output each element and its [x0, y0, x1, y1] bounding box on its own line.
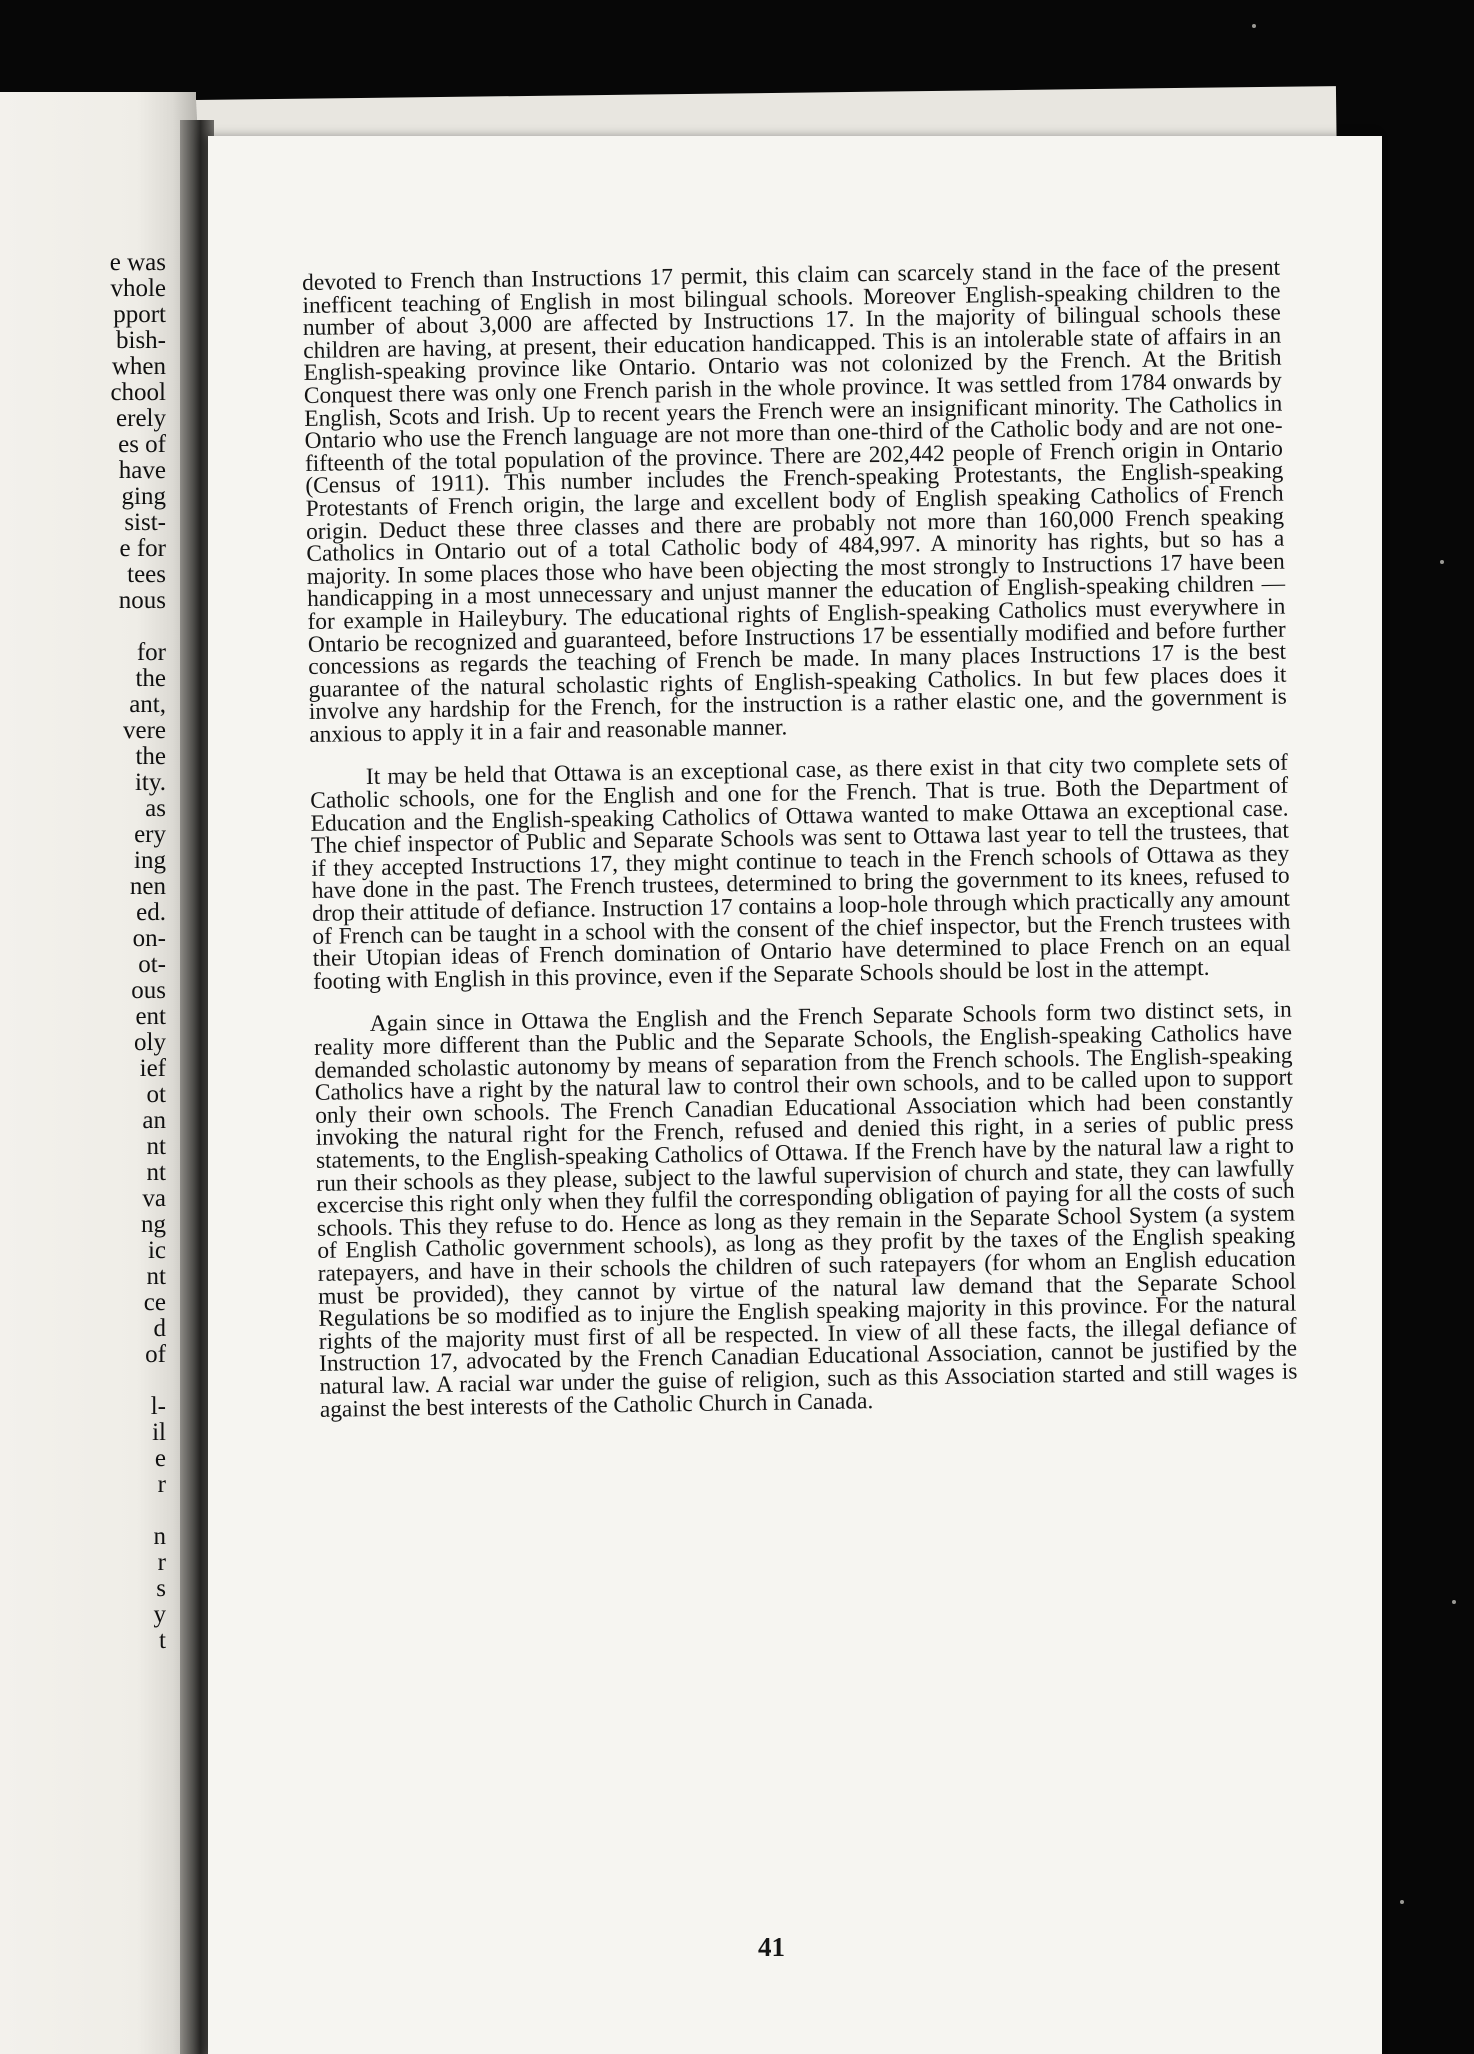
left-page-fragment: on- [132, 925, 166, 952]
left-page-fragment: sist- [124, 509, 166, 536]
left-page-fragment: y [153, 1601, 166, 1628]
left-page-fragment: chool [110, 379, 166, 406]
left-page-fragment: nen [129, 873, 166, 900]
left-page-fragment: d [153, 1315, 166, 1342]
left-page-fragment: an [142, 1107, 166, 1134]
left-page-fragment: erely [116, 405, 166, 432]
left-page-line-gap [0, 1498, 166, 1524]
left-page-fragment: pport [113, 301, 166, 328]
page-number: 41 [758, 1932, 785, 1962]
left-page-fragment: ng [141, 1211, 166, 1238]
left-page-fragment: va [142, 1185, 166, 1212]
left-page-fragment: l- [150, 1393, 166, 1420]
left-page-fragment: il [152, 1419, 166, 1446]
left-page-fragment: ant, [129, 691, 166, 718]
left-page-line-gap [0, 1368, 166, 1394]
scan-speck [1252, 24, 1256, 28]
left-page-fragment: ery [134, 821, 166, 848]
left-page-fragment: for [136, 639, 166, 666]
left-page-fragment: t [159, 1627, 166, 1654]
left-page-fragment: when [111, 353, 166, 380]
left-page-fragment: have [118, 457, 166, 484]
page-body-text [301, 254, 1298, 1423]
left-page-text-fragments [0, 250, 166, 1654]
left-page-fragment: of [145, 1341, 166, 1368]
left-page-fragment: ing [134, 847, 166, 874]
left-page-fragment: e was [109, 249, 166, 276]
left-page-fragment: bish- [116, 327, 166, 354]
paragraph-1: devoted to French than Instructions 17 permit, this claim can scarcely stand in the face of the present inefficent teaching of English in most bilingual schools. Moreover English-speaking children to the number of about 3,000 are affected by Instructions 17. In the majority of bilingual schools these children are having, at present, their education handicapped. This is an intolerable state of affairs in an English-speaking province like Ontario. Ontario was not colonized by the French. At the British Conquest there was only one French parish in the whole province. It was settled from 1784 onwards by English, Scots and Irish. Up to recent years the French were an insignificant minority. The Catholics in Ontario who use the French language are not more than one-third of the Catholic body and are not one-fifteenth of the total population of the province. There are 202,442 people of French origin in Ontario (Census of 1911). This number includes the French-speaking Protestants, the English-speaking Protestants of French origin, the large and excellent body of English speaking Catholics of French origin. Deduct these three classes and there are probably not more than 160,000 French speaking Catholics in Ontario out of a total Catholic body of 484,997. A minority has rights, but so has a majority. In some places those who have been objecting the most strongly to Instructions 17 have been handicapping in a most unnecessary and unjust manner the education of English-speaking children —for example in Haileybury. The educational rights of English-speaking Catholics must everywhere in Ontario be recognized and guaranteed, before Instructions 17 be essentially modified and before further concessions as regards the teaching of French be made. In many places Instructions 17 is the best guarantee of the natural scholastic rights of English-speaking Catholics. In but few places does it involve any hardship for the French, for the instruction is a rather elastic one, and the government is anxious to apply it in a fair and reasonable manner. [301, 254, 1287, 748]
paragraph-2: It may be held that Ottawa is an exceptional case, as there exist in that city two complete sets of Catholic schools, one for the English and one for the French. That is true. Both the Department of Education and the English-speaking Catholics of Ottawa wanted to make Ottawa an exceptional case. The chief inspector of Public and Separate Schools was sent to Ottawa last year to tell the trustees, that if they accepted Instructions 17, they might continue to teach in the French schools of Ottawa as they have done in the past. The French trustees, determined to bring the government to its knees, refused to drop their attitude of defiance. Instruction 17 contains a loop-hole through which practically any amount of French can be taught in a school with the consent of the chief inspector, but the French trustees with their Utopian ideas of French domination of Ontario have determined to place French on an equal footing with English in this province, even if the Separate Schools should be lost in the attempt. [310, 750, 1291, 995]
left-page-fragment: vere [122, 717, 166, 744]
left-page-fragment: ent [135, 1003, 166, 1030]
left-page-fragment: ief [139, 1055, 166, 1082]
left-page-fragment: vhole [110, 275, 166, 302]
left-page-fragment: ot- [138, 951, 166, 978]
left-page-fragment: nt [146, 1133, 166, 1160]
left-page-fragment: n [153, 1523, 166, 1550]
left-page-fragment: tees [127, 561, 166, 588]
left-page-fragment: nt [146, 1159, 166, 1186]
left-page [0, 92, 196, 2054]
left-page-fragment: ic [147, 1237, 166, 1264]
scan-speck [1400, 1900, 1404, 1904]
paragraph-3: Again since in Ottawa the English and the French Separate Schools form two distinct sets, in reality more different than the Public and the Separate Schools, the English-speaking Catholics have demanded scholastic autonomy by means of separation from the French schools. The English-speaking Catholics have a right by the natural law to control their own schools, and to be called upon to support only their own schools. The French Canadian Educational Association which had been constantly invoking the natural right for the French, refused and denied this right, in a series of public press statements, to the English-speaking Catholics of Ottawa. If the French have by the natural law a right to run their schools as they please, subject to the lawful supervision of church and state, they can lawfully excercise this right only when they fulfil the corresponding obligation of paying for all the costs of such schools. This they refuse to do. Hence as long as they remain in the Separate School System (a system of English Catholic government schools), as long as they profit by the taxes of the English speaking ratepayers, and have in their schools the children of such ratepayers (for whom an English education must be provided), they cannot by virtue of the natural law demand that the Separate School Regulations be so modified as to injure the English speaking majority in this province. For the natural rights of the majority must first of all be respected. In view of all these facts, the illegal defiance of Instruction 17, advocated by the French Canadian Educational Association, cannot be justified by the natural law. A racial war under the guise of religion, such as this Association started and still wages is against the best interests of the Catholic Church in Canada. [313, 996, 1298, 1423]
left-page-fragment: e for [119, 535, 166, 562]
left-page-fragment: ed. [136, 899, 166, 926]
left-page-fragment: ous [131, 977, 166, 1004]
left-page-fragment: ot [146, 1081, 166, 1108]
left-page-fragment: s [156, 1575, 166, 1602]
left-page-fragment: e [154, 1445, 166, 1472]
left-page-fragment: ce [143, 1289, 166, 1316]
left-page-fragment: ity. [134, 769, 166, 796]
left-page-fragment: r [157, 1549, 166, 1576]
scan-speck [1440, 560, 1444, 564]
left-page-fragment: nt [146, 1263, 166, 1290]
left-page-fragment: nous [118, 587, 166, 614]
left-page-fragment: the [135, 743, 166, 770]
left-page-fragment: the [135, 665, 166, 692]
left-page-fragment: ging [121, 483, 166, 510]
left-page-fragment: oly [134, 1029, 166, 1056]
left-page-fragment: as [145, 795, 166, 822]
left-page-line-gap [0, 614, 166, 640]
left-page-fragment: r [157, 1471, 166, 1498]
left-page-fragment: es of [118, 431, 166, 458]
scan-speck [1452, 1600, 1456, 1604]
